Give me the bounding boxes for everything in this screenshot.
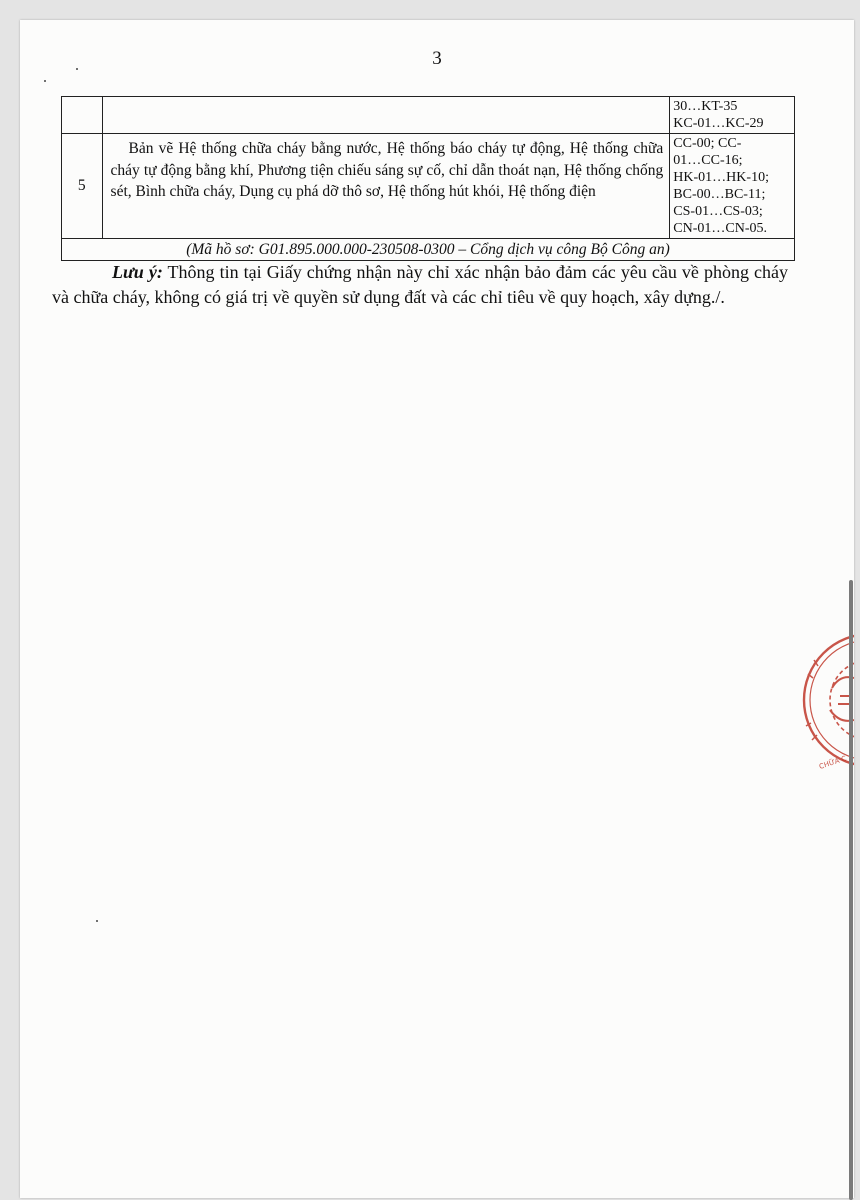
page-number: 3 [432, 48, 442, 69]
note-text: Thông tin tại Giấy chứng nhận này chỉ xác nhận bảo đảm các yêu cầu về phòng cháy và chữa cháy, không có giá trị về quyền sử dụng đất và các chỉ tiêu về quy hoạch, xây dựng./. [52, 262, 788, 307]
note-label: Lưu ý: [112, 262, 163, 282]
scan-speck [96, 920, 98, 922]
scan-speck [76, 68, 78, 70]
scrollbar[interactable] [849, 580, 853, 1200]
note-paragraph [52, 260, 788, 310]
drawings-table [61, 96, 795, 261]
svg-text:CHỮA C: CHỮA C [818, 754, 848, 770]
codes-cell [670, 97, 795, 134]
row-number-cell [62, 97, 103, 134]
code-line: HK-01…HK-10; [673, 170, 769, 185]
code-line: 01…CC-16; [673, 153, 743, 168]
dossier-code: (Mã hồ sơ: G01.895.000.000-230508-0300 – Cổng dịch vụ công Bộ Công an) [62, 239, 795, 261]
table-footer-row [62, 239, 795, 261]
code-line: BC-00…BC-11; [673, 187, 766, 202]
code-line: CN-01…CN-05. [673, 221, 768, 236]
table-row [62, 134, 795, 239]
table-row [62, 97, 795, 134]
row-number-cell: 5 [62, 134, 103, 239]
document-page [20, 20, 854, 1198]
description-cell: Bản vẽ Hệ thống chữa cháy bằng nước, Hệ thống báo cháy tự động, Hệ thống chữa cháy tự động bằng khí, Phương tiện chiếu sáng sự cố, chỉ dẫn thoát nạn, Hệ thống chống sét, Bình chữa cháy, Dụng cụ phá dỡ thô sơ, Hệ thống hút khói, Hệ thống điện [102, 134, 670, 239]
seal-icon [792, 630, 854, 770]
scan-speck [44, 80, 46, 82]
codes-cell [670, 134, 795, 239]
code-line: CS-01…CS-03; [673, 204, 763, 219]
official-seal [792, 630, 854, 775]
description-cell [102, 97, 670, 134]
code-line: 30…KT-35 [673, 99, 738, 114]
code-line: CC-00; CC- [673, 136, 742, 151]
code-line: KC-01…KC-29 [673, 116, 764, 131]
